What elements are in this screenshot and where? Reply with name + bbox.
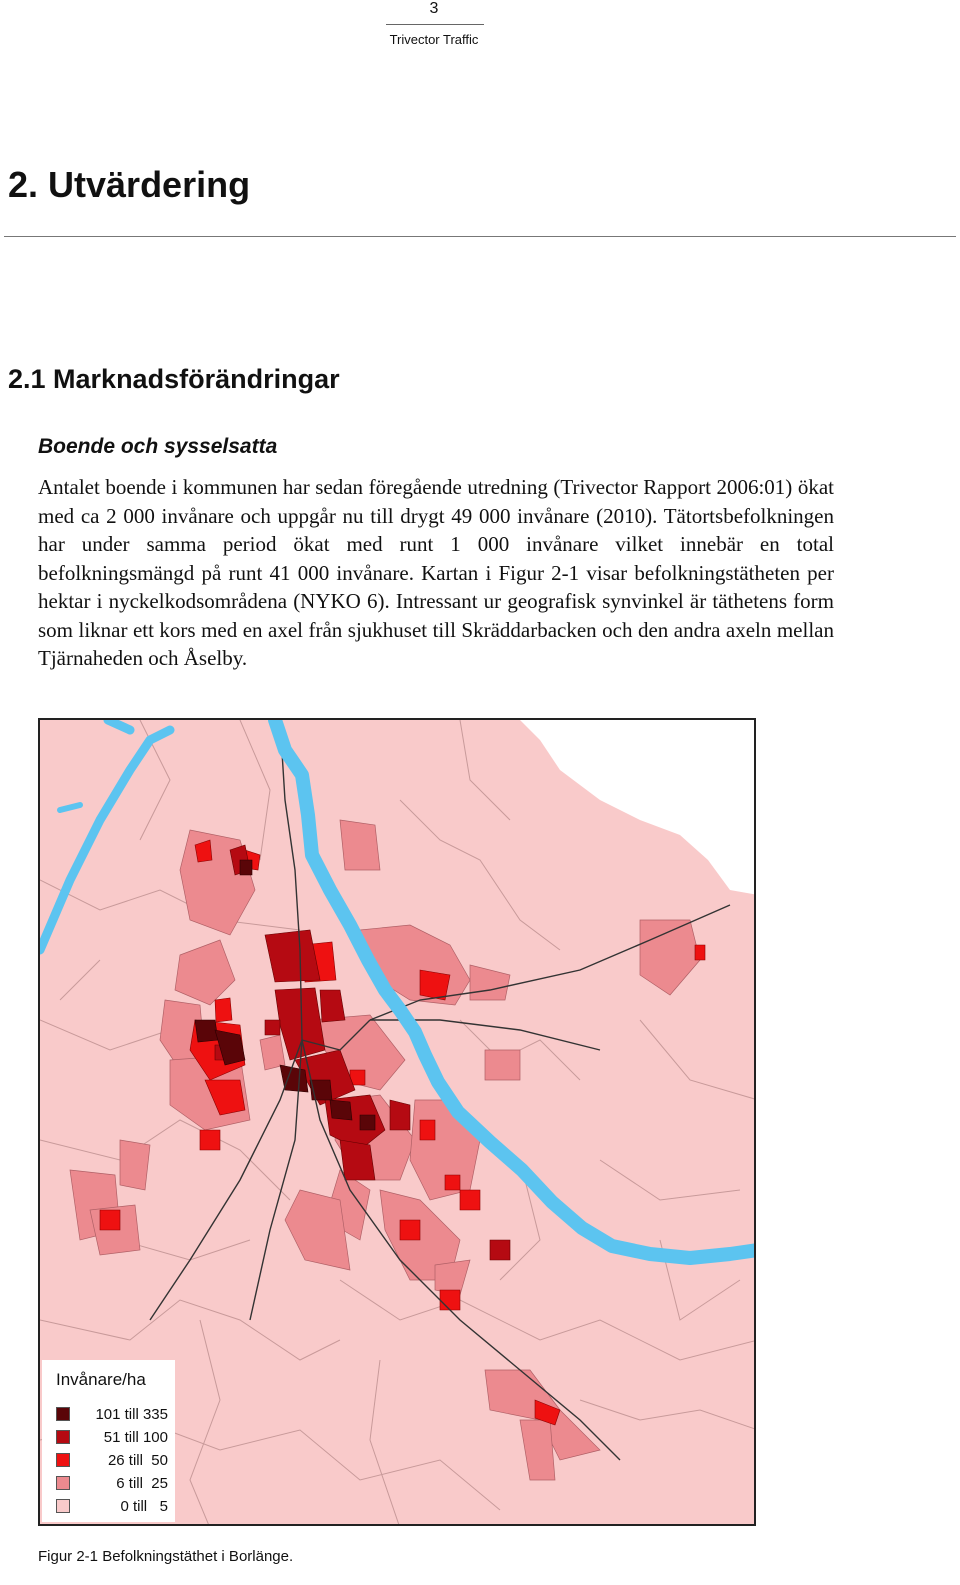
- legend-item: [56, 1450, 168, 1470]
- body-paragraph: Antalet boende i kommunen har sedan föregående utredning (Trivector Rapport 2006:01) ökat med ca 2 000 invånare och uppgår nu till drygt 49 000 invånare (2010). Tätortsbefolkningen har under samma period ökat med runt 1 000 invånare vilket innebär en total befolkningsmängd på runt 41 000 invånare. Kartan i Figur 2-1 visar befolkningstätheten per hektar i nyckelkodsområdena (NYKO 6). Intressant ur geografisk synvinkel är täthetens form som liknar ett kors med en axel från sjukhuset till Skräddarbacken och den andra axeln mellan Tjärnaheden och Åselby.: [38, 475, 834, 670]
- section-rule: [4, 236, 956, 237]
- legend-label: 101 till 335: [95, 1405, 168, 1423]
- legend-swatch: [56, 1453, 70, 1467]
- figure-caption: Figur 2-1 Befolkningstäthet i Borlänge.: [38, 1548, 294, 1565]
- legend-label: 0 till 5: [120, 1497, 168, 1515]
- section-title: 2. Utvärdering: [8, 164, 251, 205]
- legend-item: [56, 1496, 168, 1516]
- running-header: Trivector Traffic: [389, 32, 479, 47]
- legend-swatch: [56, 1430, 70, 1444]
- legend-item: [56, 1404, 168, 1424]
- legend-swatch: [56, 1407, 70, 1421]
- unmapped-area: [520, 720, 756, 895]
- population-density-map: [38, 718, 756, 1526]
- legend-label: 51 till 100: [103, 1428, 168, 1446]
- legend-swatch: [56, 1499, 70, 1513]
- legend-item: [56, 1427, 168, 1447]
- legend-label: 26 till 50: [107, 1451, 168, 1469]
- legend-label: 6 till 25: [116, 1474, 168, 1492]
- legend-item: [56, 1473, 168, 1493]
- subsection-title: 2.1 Marknadsförändringar: [8, 364, 340, 394]
- legend-swatch: [56, 1476, 70, 1490]
- legend-title: Invånare/ha: [56, 1370, 146, 1389]
- subheading: Boende och sysselsatta: [38, 435, 278, 458]
- header-rule: [386, 24, 484, 25]
- page-number: 3: [429, 0, 439, 17]
- map-legend: [42, 1360, 175, 1522]
